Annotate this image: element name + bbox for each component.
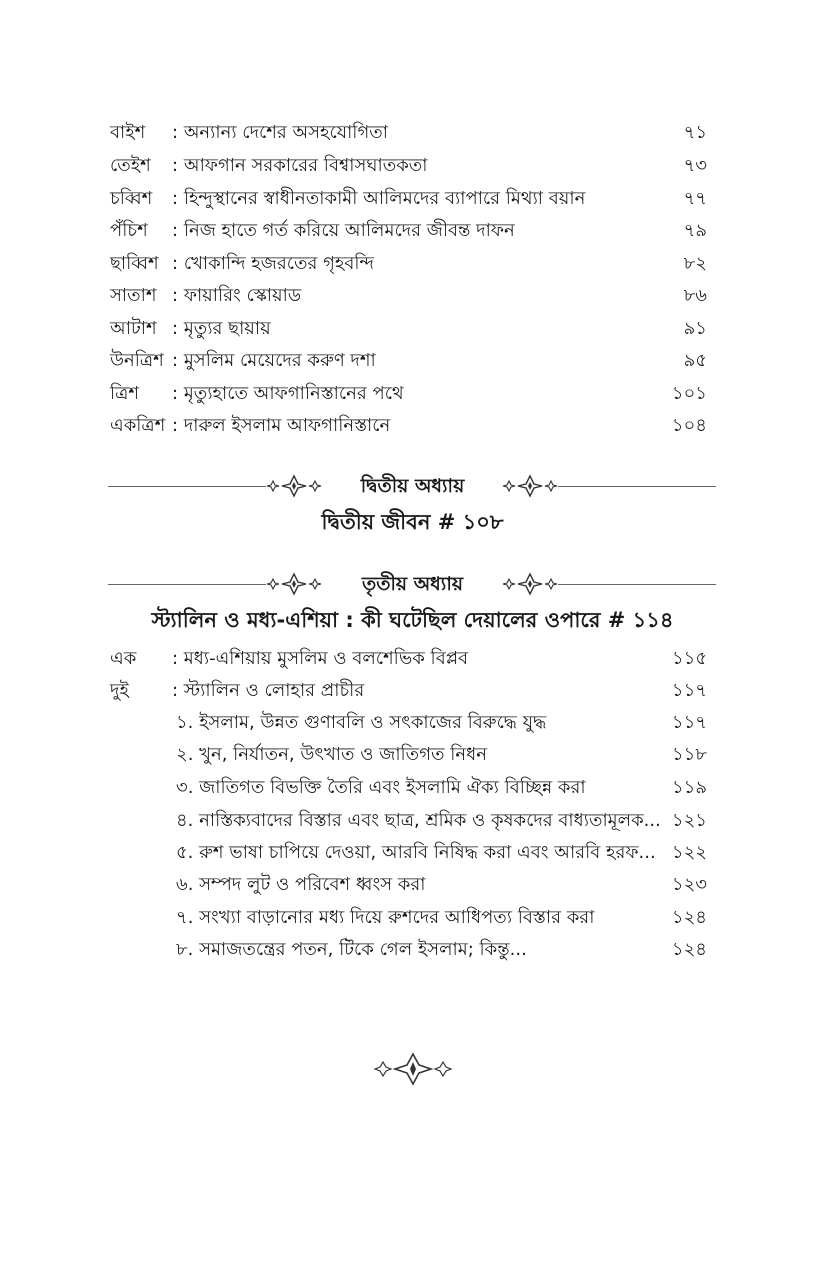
toc-subitem-title: ১. ইসলাম, উন্নত গুণাবলি ও সৎকাজের বিরুদ্ধে যুদ্ধ <box>176 712 547 733</box>
toc-chapter-number: উনত্রিশ <box>110 350 164 371</box>
toc-chapter-number: দুই <box>110 680 129 701</box>
toc-chapter-title: : ফায়ারিং স্কোয়াড <box>172 285 302 306</box>
toc-chapter-number: ত্রিশ <box>110 383 140 404</box>
toc-page-number: ১১৫ <box>671 648 707 669</box>
toc-page-number: ১২৪ <box>671 939 707 960</box>
toc-chapter-title: : দারুল ইসলাম আফগানিস্তানে <box>172 415 391 436</box>
toc-subitem-title: ৬. সম্পদ লুট ও পরিবেশ ধ্বংস করা <box>176 874 426 895</box>
toc-chapter-number: তেইশ <box>110 155 151 176</box>
toc-chapter-number: ছাব্বিশ <box>110 253 159 274</box>
toc-subitem-title: ৪. নাস্তিক্যবাদের বিস্তার এবং ছাত্র, শ্রমিক ও কৃষকদের বাধ্যতামূলক... <box>176 810 661 831</box>
toc-page-number: ৮২ <box>683 253 707 274</box>
toc-chapter-number: এক <box>110 648 137 669</box>
toc-subitem-title: ৫. রুশ ভাষা চাপিয়ে দেওয়া, আরবি নিষিদ্ধ করা এবং আরবি হরফ... <box>176 842 656 863</box>
toc-subitem-title: ২. খুন, নির্যাতন, উৎখাত ও জাতিগত নিধন <box>176 744 487 765</box>
toc-chapter-title: : নিজ হাতে গর্ত করিয়ে আলিমদের জীবন্ত দাফন <box>172 220 515 241</box>
bottom-ornament-icon <box>372 1052 454 1086</box>
toc-chapter-number: আটাশ <box>110 318 157 339</box>
toc-row <box>0 249 825 279</box>
divider-line-right <box>558 584 716 585</box>
chapter-2-title: দ্বিতীয় জীবন # ১০৮ <box>321 510 504 534</box>
toc-chapter-title: : অন্যান্য দেশের অসহযোগিতা <box>172 122 388 143</box>
ornament-icon <box>500 474 560 498</box>
toc-page-number: ১১৭ <box>671 712 707 733</box>
toc-subitem-title: ৩. জাতিগত বিভক্তি তৈরি এবং ইসলামি ঐক্য বিচ্ছিন্ন করা <box>176 777 586 798</box>
toc-subitem-row <box>0 838 825 868</box>
toc-row <box>0 346 825 376</box>
toc-chapter-title: : স্ট্যালিন ও লোহার প্রাচীর <box>172 680 365 701</box>
toc-chapter-number: একত্রিশ <box>110 415 166 436</box>
toc-page-number: ১০৪ <box>671 415 707 436</box>
toc-row <box>0 216 825 246</box>
toc-page-number: ৭১ <box>683 122 707 143</box>
toc-row <box>0 411 825 441</box>
toc-subitem-row <box>0 740 825 770</box>
toc-row <box>0 314 825 344</box>
toc-chapter-number: বাইশ <box>110 122 146 143</box>
toc-page-number: ৭৭ <box>683 188 707 209</box>
toc-subitem-row <box>0 806 825 836</box>
toc-page-number: ৯৫ <box>683 350 707 371</box>
toc-page-number: ১১৮ <box>671 744 707 765</box>
toc-page-number: ১২৩ <box>671 874 707 895</box>
toc-page-number: ৭৩ <box>683 155 707 176</box>
toc-chapter-title: : মুসলিম মেয়েদের করুণ দশা <box>172 350 376 371</box>
chapter-2-label: দ্বিতীয় অধ্যায় <box>360 475 465 497</box>
divider-line-right <box>558 486 716 487</box>
toc-chapter-number: পঁচিশ <box>110 220 148 241</box>
toc-chapter-number: সাতাশ <box>110 285 157 306</box>
toc-page-number: ৮৬ <box>683 285 707 306</box>
toc-subitem-title: ৮. সমাজতন্ত্রের পতন, টিকে গেল ইসলাম; কিন্তু... <box>176 939 527 960</box>
toc-row <box>0 644 825 674</box>
toc-chapter-title: : মৃত্যুহাতে আফগানিস্তানের পথে <box>172 383 404 404</box>
toc-subitem-row <box>0 903 825 933</box>
toc-subitem-row <box>0 708 825 738</box>
toc-page-number: ১২২ <box>671 842 707 863</box>
toc-subitem-title: ৭. সংখ্যা বাড়ানোর মধ্য দিয়ে রুশদের আধিপত্য বিস্তার করা <box>176 907 595 928</box>
toc-row <box>0 379 825 409</box>
toc-subitem-row <box>0 773 825 803</box>
chapter-3-label: তৃতীয় অধ্যায় <box>361 573 464 595</box>
toc-chapter-title: : মধ্য-এশিয়ায় মুসলিম ও বলশেভিক বিপ্লব <box>172 648 469 669</box>
toc-chapter-title: : খোকান্দি হজরতের গৃহবন্দি <box>172 253 374 274</box>
toc-row <box>0 118 825 148</box>
toc-row <box>0 676 825 706</box>
toc-subitem-row <box>0 870 825 900</box>
toc-page-number: ৭৯ <box>683 220 707 241</box>
ornament-icon <box>500 572 560 596</box>
chapter-3-title: স্ট্যালিন ও মধ্য-এশিয়া : কী ঘটেছিল দেয়ালের ওপারে # ১১৪ <box>151 608 674 632</box>
toc-chapter-title: : হিন্দুস্থানের স্বাধীনতাকামী আলিমদের ব্যাপারে মিথ্যা বয়ান <box>172 188 586 209</box>
toc-chapter-number: চব্বিশ <box>110 188 153 209</box>
toc-subitem-row <box>0 935 825 965</box>
toc-page-number: ১০১ <box>671 383 707 404</box>
toc-page-number: ১১৯ <box>671 777 707 798</box>
toc-page-number: ১১৭ <box>671 680 707 701</box>
toc-row <box>0 281 825 311</box>
toc-page-number: ৯১ <box>683 318 707 339</box>
toc-chapter-title: : আফগান সরকারের বিশ্বাসঘাতকতা <box>172 155 428 176</box>
toc-page-number: ১২৪ <box>671 907 707 928</box>
toc-row <box>0 151 825 181</box>
toc-row <box>0 184 825 214</box>
toc-page-number: ১২১ <box>671 810 707 831</box>
toc-chapter-title: : মৃত্যুর ছায়ায় <box>172 318 271 339</box>
